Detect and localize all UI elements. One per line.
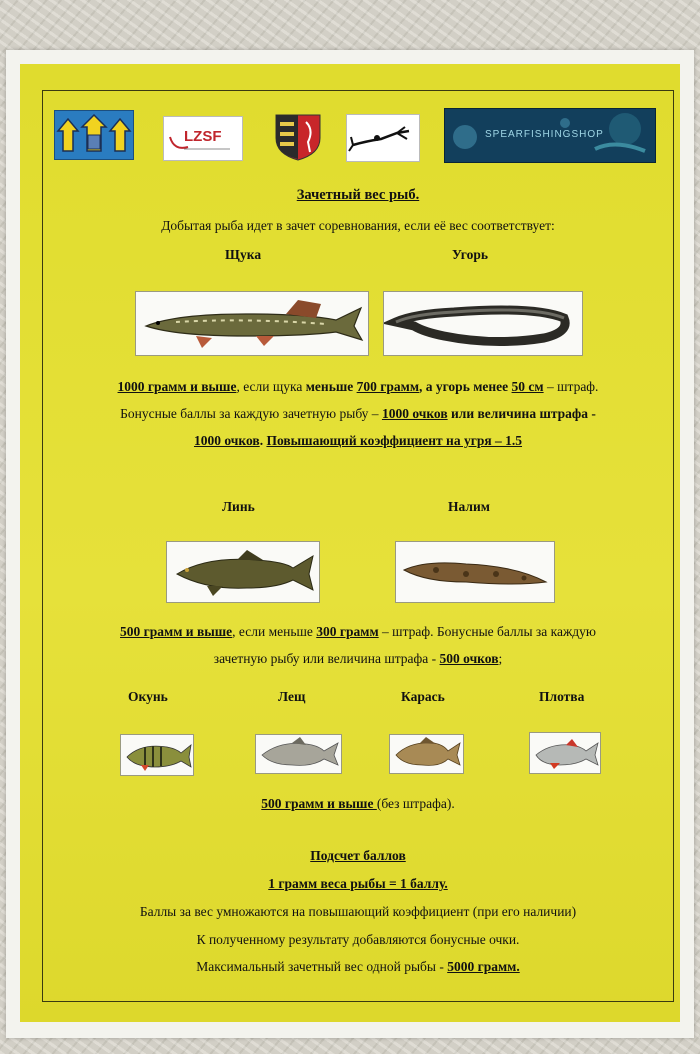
roach-image (529, 732, 601, 774)
fish-label-bream: Лещ (278, 689, 306, 704)
intro-text: Добытая рыба идет в зачет соревнования, если её вес соответствует: (161, 218, 555, 233)
poster-title: Зачетный вес рыб. (296, 187, 420, 203)
pike-image (135, 291, 369, 356)
scoring-rule: 1 грамм веса рыбы = 1 баллу. (268, 876, 448, 891)
bream-image (255, 734, 342, 774)
group2-line1: 500 грамм и выше, если меньше 300 грамм – штраф. Бонусные баллы за каждую (120, 624, 596, 639)
club-logo (54, 110, 134, 160)
group2-line2: зачетную рыбу или величина штрафа - 500 очков; (213, 651, 503, 666)
fish-label-roach: Плотва (539, 689, 585, 704)
scoring-heading: Подсчет баллов (310, 848, 406, 863)
perch-image (120, 734, 194, 776)
scoring-line2: К полученному результату добавляются бонусные очки. (196, 932, 520, 947)
group1-line1: 1000 грамм и выше, если щука меньше 700 грамм, а угорь менее 50 см – штраф. (117, 379, 599, 394)
scoring-line3: Максимальный зачетный вес одной рыбы - 5000 грамм. (196, 959, 520, 974)
crucian-image (389, 734, 464, 774)
group1-line3: 1000 очков. Повышающий коэффициент на угря – 1.5 (193, 433, 523, 448)
tench-image (166, 541, 320, 603)
group3-line1: 500 грамм и выше (без штрафа). (261, 796, 455, 811)
fish-label-pike: Щука (225, 247, 262, 262)
spearfishing-shop-text: SPEARFISHINGSHOP (485, 129, 604, 140)
scoring-line1: Баллы за вес умножаются на повышающий коэффициент (при его наличии) (139, 904, 577, 919)
eel-image (383, 291, 583, 356)
fish-label-eel: Угорь (452, 247, 488, 262)
spearfisher-logo-icon (346, 114, 420, 162)
group1-line2: Бонусные баллы за каждую зачетную рыбу – 1000 очков или величина штрафа - (120, 406, 596, 421)
spearfishing-shop-banner (444, 108, 656, 163)
fish-label-burbot: Налим (448, 499, 490, 514)
coat-of-arms-icon (272, 112, 324, 162)
burbot-image (395, 541, 555, 603)
fish-label-crucian: Карась (401, 689, 445, 704)
lzsf-logo-text: LZSF (184, 128, 222, 145)
fish-label-tench: Линь (222, 499, 255, 514)
fish-label-perch: Окунь (128, 689, 168, 704)
lzsf-logo (163, 116, 243, 161)
